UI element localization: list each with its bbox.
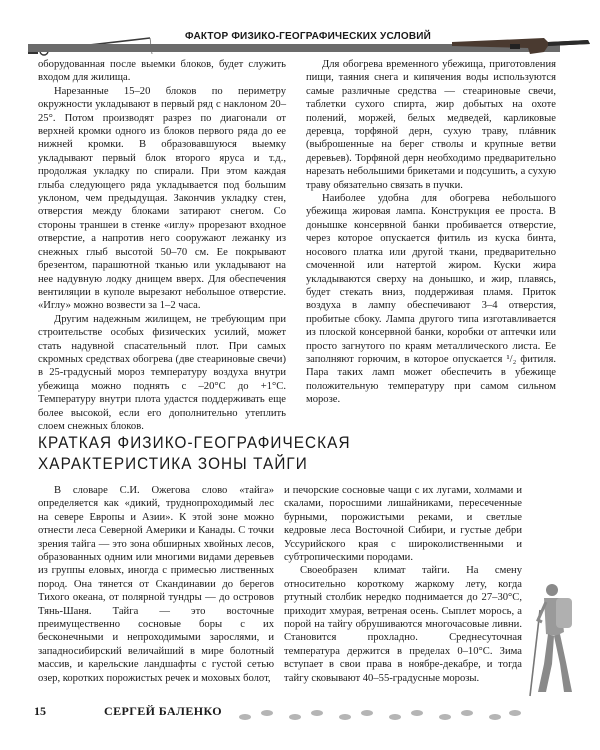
- bottom-right-column: [284, 484, 522, 685]
- paragraph: оборудованная после выемки блоков, будет служить входом для жилища.: [38, 59, 286, 84]
- section-heading-line: ХАРАКТЕРИСТИКА ЗОНЫ ТАЙГИ: [38, 454, 308, 473]
- top-right-column: [306, 58, 556, 407]
- page-number: 15: [34, 704, 46, 718]
- page-footer: [0, 700, 600, 728]
- fishing-rod-icon: [24, 24, 154, 58]
- rifle-icon: [448, 24, 594, 58]
- paragraph: Для обогрева временного убежища, приготовления пищи, таяния снега и кипячения воды используются самые различные средства — стеариновые свечи, таблетки сухого спирта, жир добытых на охоте полений, моржей, белых медведей, карликовые деревца, торфяной дерн, сухую траву, плáвник (выброшенные на берег стволы и крупные ветви деревьев). Торфяной дерн необходимо предварительно нарезать небольшими брикетами и подсушить, а сухую траву обязательно связать в пучки.: [306, 59, 556, 191]
- section-heading: [38, 432, 506, 474]
- paragraph: Другим надежным жилищем, не требующим при строительстве особых физических усилий, может стать надувной спасательный плот. При самых скромных средствах обогрева (две стеариновые свечи) в 25-градусный мороз температуру воздуха внутри убежища можно поднять с –20°С до +1°С. Температуру внутри плота удастся поддерживать еще более высокой, если его дополнительно утеплить слоем снежных блоков.: [38, 313, 286, 432]
- paragraph: Нарезанные 15–20 блоков по периметру окружности укладывают в первый ряд с наклоном 20–25°. Потом производят разрез по диагонали от верхней кромки одного из блоков первого ряда до ее нижней кромки. В образовавшуюся выемку укладывают первый блок второго яруса и т.д., продолжая укладку по спирали. При этом каждая глыба следующего ряда укладывается под большим уклоном, чем предыдущая. Закончив укладку стен, отверстия между блоками затирают снегом. Со стороны траншеи в стенке «иглу» прорезают входное отверстие, а напротив него сооружают лежанку из снежных глыб высотой 50–70 см. Ее покрывают брезентом, парашютной тканью или укладывают на нее надувную лодку днищем вверх. Для обеспечения вентиляции в куполе вырезают небольшое отверстие. «Иглу» можно возвести за 1–2 часа.: [38, 85, 286, 312]
- author-name: СЕРГЕЙ БАЛЕНКО: [104, 704, 223, 718]
- running-header-title: ФАКТОР ФИЗИКО-ГЕОГРАФИЧЕСКИХ УСЛОВИЙ: [184, 31, 432, 42]
- footprints-icon: [225, 706, 525, 724]
- bottom-left-column: [38, 484, 274, 685]
- top-left-column: [38, 58, 286, 433]
- running-header: [0, 0, 600, 58]
- paragraph: В словаре С.И. Ожегова слово «тайга» определяется как «дикий, труднопроходимый лес на севере Европы и Азии». К этой зоне можно отнести леса Северной Америки и Канады. С точки зрения тайга — это зона обширных хвойных лесов, образованных одним или многими видами деревьев из группы еловых, иногда с примесью лиственных пород. Она тянется от Скандинавии до берегов Тихого океана, от полярной тундры — до островов Тянь-Шаня. Тайга — это восточные преимущественно сосновые боры с их бесконечными и непроходимыми зарослями, и западносибирский величайший в мире болотный массив, и карельские ландшафты с густой сетью озер, коротких порожистых речек и моховых болот,: [38, 485, 274, 684]
- section-heading-line: КРАТКАЯ ФИЗИКО-ГЕОГРАФИЧЕСКАЯ: [38, 433, 351, 452]
- paragraph: Наиболее удобна для обогрева небольшого убежища жировая лампа. Конструкция ее проста. В донышке консервной банки пробивается отверстие, через которое опускается фитиль из куска бинта, носового платка или другой ткани, предварительно смоченной или натертой жиром. Куски жира укладываются сверху на донышко, и жир, плавясь, будет стекать вниз, поддерживая пламя. Приток воздуха в лампу обеспечивают 3–4 отверстия, пробитые сбоку. Лампа другого типа изготавливается из плоской консервной банки, коробки от аптечки или просто загнутого по краям металлического листа. Ее заполняют горючим, в которое опускается ¹/₂ фитиля. Пара таких ламп может обеспечить в убежище положительную температуру при самом сильном морозе.: [306, 193, 556, 406]
- hiker-icon: [522, 580, 578, 698]
- paragraph: и печорские сосновые чащи с их лугами, холмами и скалами, поросшими лишайниками, пересеченные бурными, порожистыми реками, и светлые кедровые леса Восточной Сибири, и густые дебри Уссурийского края с широколиственными и субтропическими породами.: [284, 485, 522, 564]
- paragraph: Своеобразен климат тайги. На смену относительно короткому жаркому лету, когда ртутный столбик нередко поднимается до 27–30°С, приходит хмурая, ветреная осень. Сыплет морось, а порой на тайгу обрушиваются многочасовые ливни. Становится прохладно. Среднесуточная температура держится в пределах 0–10°С. Зима вступает в свои права в ноябре-декабре, и тогда тайгу сковывают 40–55-градусные морозы.: [284, 565, 522, 684]
